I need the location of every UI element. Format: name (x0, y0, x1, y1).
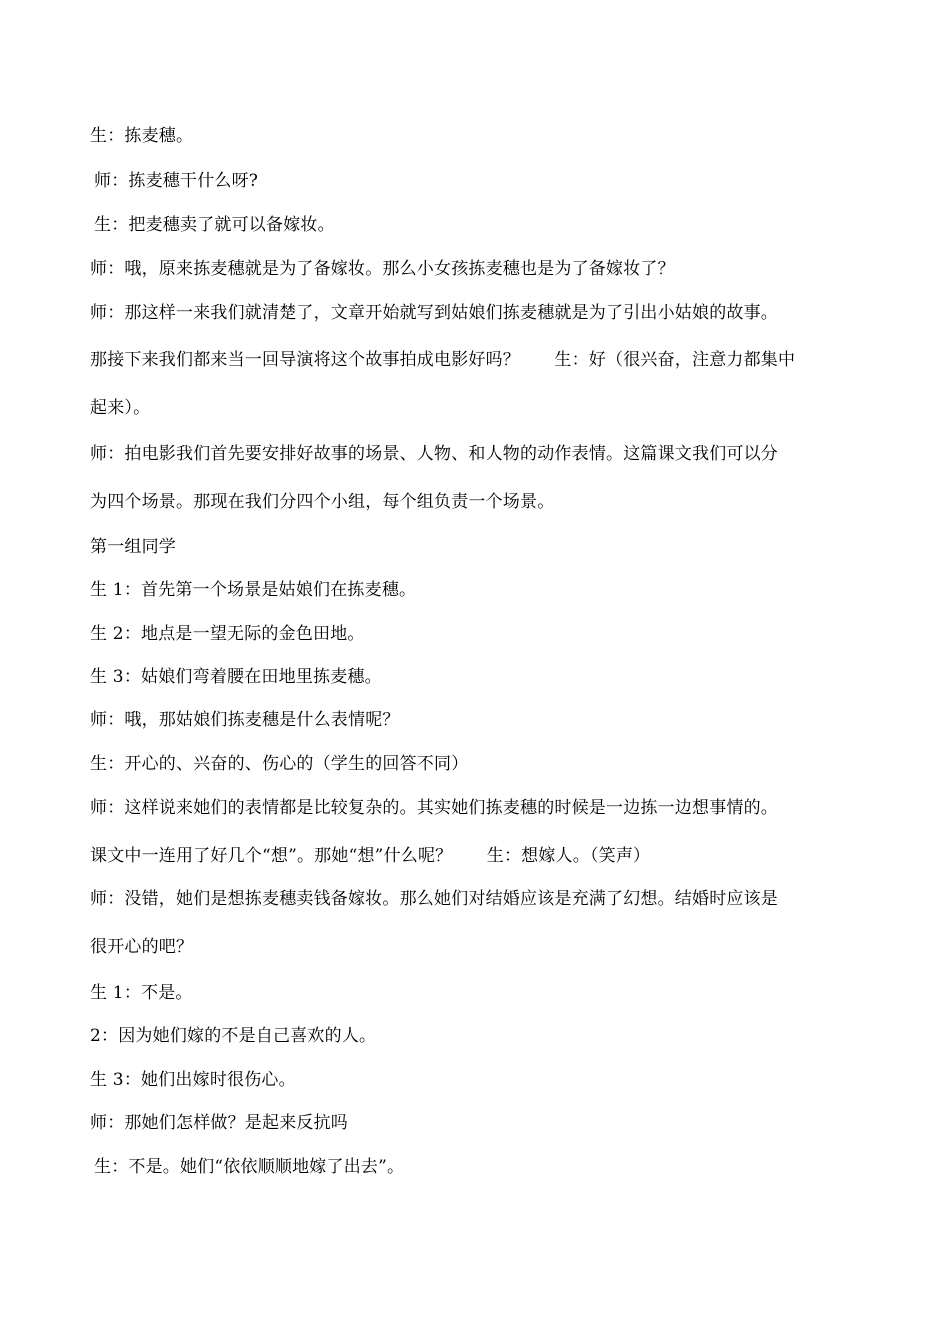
dialogue-line-19: 很开心的吧？ (90, 937, 194, 957)
dialogue-line-3: 生：把麦穗卖了就可以备嫁妆。 (94, 215, 335, 235)
dialogue-line-8: 师：拍电影我们首先要安排好故事的场景、人物、和人物的动作表情。这篇课文我们可以分 (90, 444, 778, 464)
dialogue-line-6: 那接下来我们都来当一回导演将这个故事拍成电影好吗？ 生：好（很兴奋，注意力都集中 (90, 350, 796, 370)
dialogue-line-9: 为四个场景。那现在我们分四个小组，每个组负责一个场景。 (90, 492, 555, 512)
dialogue-line-15: 生：开心的、兴奋的、伤心的（学生的回答不同） (90, 754, 469, 774)
dialogue-line-20: 生 1：不是。 (90, 983, 193, 1003)
group-heading: 第一组同学 (90, 537, 176, 557)
dialogue-line-18: 师：没错，她们是想拣麦穗卖钱备嫁妆。那么她们对结婚应该是充满了幻想。结婚时应该是 (90, 889, 778, 909)
dialogue-line-11: 生 1：首先第一个场景是姑娘们在拣麦穗。 (90, 580, 417, 600)
dialogue-line-14: 师：哦，那姑娘们拣麦穗是什么表情呢？ (90, 710, 400, 730)
dialogue-line-7: 起来）。 (90, 398, 151, 418)
dialogue-line-17: 课文中一连用了好几个“想”。那她“想”什么呢？ 生：想嫁人。（笑声） (90, 846, 651, 866)
dialogue-line-5: 师：那这样一来我们就清楚了，文章开始就写到姑娘们拣麦穗就是为了引出小姑娘的故事。 (90, 303, 778, 323)
dialogue-line-4: 师：哦，原来拣麦穗就是为了备嫁妆。那么小女孩拣麦穗也是为了备嫁妆了？ (90, 259, 675, 279)
dialogue-line-23: 师：那她们怎样做？是起来反抗吗 (90, 1113, 348, 1133)
dialogue-line-2: 师：拣麦穗干什么呀? (94, 171, 259, 191)
dialogue-line-22: 生 3：她们出嫁时很伤心。 (90, 1070, 296, 1090)
dialogue-line-24: 生：不是。她们“依依顺顺地嫁了出去”。 (94, 1157, 405, 1177)
dialogue-line-21: 2：因为她们嫁的不是自己喜欢的人。 (90, 1026, 377, 1046)
dialogue-line-12: 生 2：地点是一望无际的金色田地。 (90, 624, 365, 644)
dialogue-line-1: 生：拣麦穗。 (90, 126, 194, 146)
dialogue-line-16: 师：这样说来她们的表情都是比较复杂的。其实她们拣麦穗的时候是一边拣一边想事情的。 (90, 798, 778, 818)
dialogue-line-13: 生 3：姑娘们弯着腰在田地里拣麦穗。 (90, 667, 382, 687)
